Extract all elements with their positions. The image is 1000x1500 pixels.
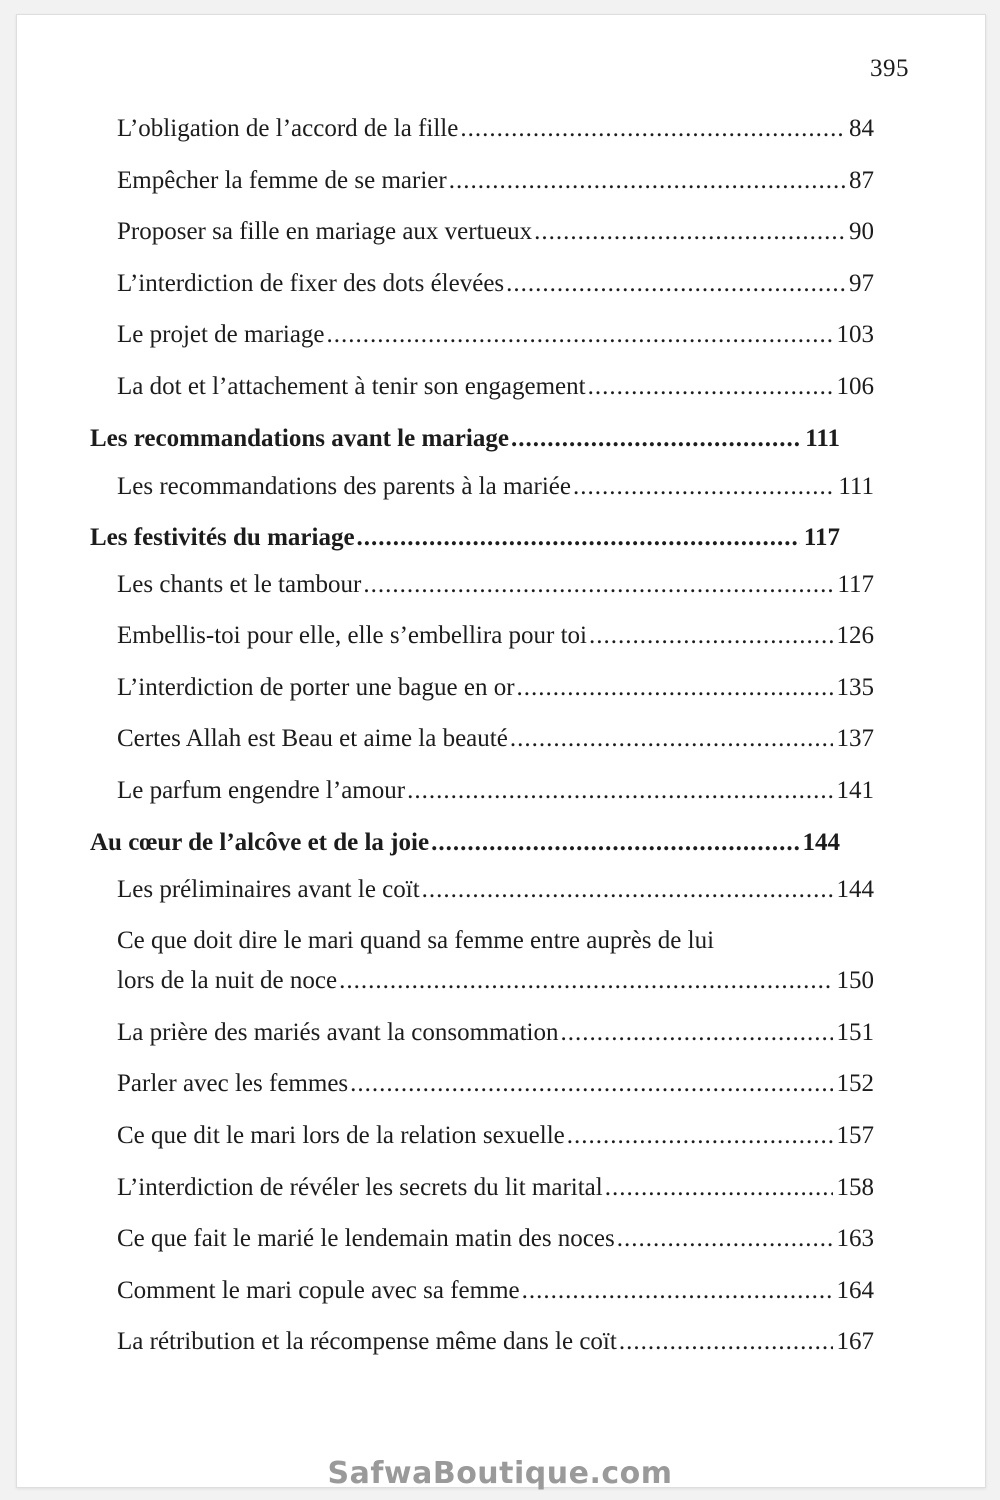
toc-entry-title: Embellis-toi pour elle, elle s’embellira pour toi: [117, 622, 588, 649]
toc-section-heading: [90, 424, 840, 454]
toc-entry-title: La rétribution et la récompense même dans le coït: [117, 1328, 617, 1355]
toc-entry-first-line: [117, 926, 874, 956]
toc-entry-page: 117: [837, 571, 874, 598]
toc-entry-title: Ce que fait le marié le lendemain matin des noces: [117, 1225, 615, 1252]
toc-entry-title: Le parfum engendre l’amour: [117, 777, 406, 804]
toc-entry-page: 158: [836, 1174, 874, 1201]
toc-entry-title: L’interdiction de fixer des dots élevées: [117, 270, 505, 297]
dot-leader: [511, 424, 801, 454]
toc-entry: [117, 1121, 874, 1151]
toc-entry: [117, 166, 874, 196]
dot-leader: [561, 1018, 833, 1048]
toc-entry-title: Certes Allah est Beau et aime la beauté: [117, 725, 508, 752]
dot-leader: [517, 673, 833, 703]
toc-entry-page: 164: [836, 1277, 874, 1304]
toc-entry-title: L’interdiction de révéler les secrets du lit marital: [117, 1174, 603, 1201]
toc-entry-title: Les préliminaires avant le coït: [117, 876, 420, 903]
toc-section-page: 117: [803, 524, 840, 551]
toc-entry-page: 103: [836, 321, 874, 348]
toc-section-heading: [90, 828, 840, 858]
dot-leader: [522, 1276, 833, 1306]
toc-entry-title: Ce que dit le mari lors de la relation sexuelle: [117, 1122, 565, 1149]
toc-section-title: Les recommandations avant le mariage: [90, 425, 509, 452]
toc-entry-title: Les chants et le tambour: [117, 571, 362, 598]
toc-entry-page: 126: [836, 622, 874, 649]
toc-entry-title: Proposer sa fille en mariage aux vertueux: [117, 218, 533, 245]
dot-leader: [534, 217, 845, 247]
toc-section-title: Les festivités du mariage: [90, 524, 355, 551]
toc-section-page: 111: [805, 425, 840, 452]
dot-leader: [449, 166, 845, 196]
toc-entry-title: La prière des mariés avant la consommation: [117, 1019, 559, 1046]
dot-leader: [327, 320, 833, 350]
toc-entry-title: La dot et l’attachement à tenir son engagement: [117, 373, 586, 400]
toc-entry-page: 87: [849, 167, 874, 194]
toc-entry: [117, 472, 874, 502]
toc-section-page: 144: [802, 829, 840, 856]
toc-entry-page: 150: [836, 967, 874, 994]
dot-leader: [407, 776, 832, 806]
toc-entry: [117, 217, 874, 247]
toc-entry: [117, 1276, 874, 1306]
toc-entry-page: 141: [836, 777, 874, 804]
toc-entry-page: 144: [836, 876, 874, 903]
dot-leader: [431, 828, 798, 858]
page-number: 395: [870, 55, 909, 82]
dot-leader: [510, 724, 833, 754]
dot-leader: [357, 523, 800, 553]
toc-entry: [117, 1018, 874, 1048]
toc-entry: [117, 875, 874, 905]
toc-section-heading: [90, 523, 840, 553]
toc-entry: [117, 1224, 874, 1254]
toc-entry: [117, 621, 874, 651]
toc-entry-title: Ce que doit dire le mari quand sa femme entre auprès de lui: [117, 927, 715, 954]
toc-entry-page: 167: [836, 1328, 874, 1355]
toc-entry: [117, 1327, 874, 1357]
toc-entry: [117, 1069, 874, 1099]
dot-leader: [350, 1069, 832, 1099]
toc-entry-title: Parler avec les femmes: [117, 1070, 349, 1097]
watermark: SafwaBoutique.com: [327, 1456, 673, 1491]
toc-entry: [117, 269, 874, 299]
dot-leader: [573, 472, 834, 502]
toc-entry-page: 84: [849, 115, 874, 142]
dot-leader: [506, 269, 845, 299]
toc-entry: [117, 320, 874, 350]
toc-entry-page: 135: [836, 674, 874, 701]
dot-leader: [422, 875, 833, 905]
toc-entry: [117, 1173, 874, 1203]
toc-entry-page: 152: [836, 1070, 874, 1097]
toc-entry: [117, 673, 874, 703]
toc-entry-page: 157: [836, 1122, 874, 1149]
toc-entry-page: 111: [838, 473, 874, 500]
dot-leader: [363, 570, 833, 600]
toc-entry-page: 97: [849, 270, 874, 297]
toc-entry-title: L’obligation de l’accord de la fille: [117, 115, 459, 142]
dot-leader: [588, 372, 833, 402]
toc-entry-title: Le projet de mariage: [117, 321, 325, 348]
toc-entry: [117, 724, 874, 754]
toc-entry: [117, 776, 874, 806]
dot-leader: [460, 114, 845, 144]
toc-entry-page: 90: [849, 218, 874, 245]
toc-entry-page: 151: [836, 1019, 874, 1046]
toc-entry-page: 163: [836, 1225, 874, 1252]
dot-leader: [589, 621, 832, 651]
toc-entry-page: 137: [836, 725, 874, 752]
dot-leader: [619, 1327, 833, 1357]
toc-entry-title: Comment le mari copule avec sa femme: [117, 1277, 520, 1304]
toc-entry: [117, 114, 874, 144]
toc-entry-title: Les recommandations des parents à la mariée: [117, 473, 571, 500]
toc-entry-title: Empêcher la femme de se marier: [117, 167, 447, 194]
toc-entry: [117, 570, 874, 600]
dot-leader: [605, 1173, 833, 1203]
toc-entry-title: lors de la nuit de noce: [117, 967, 338, 994]
toc-entry-page: 106: [836, 373, 874, 400]
dot-leader: [567, 1121, 833, 1151]
dot-leader: [617, 1224, 833, 1254]
toc-section-title: Au cœur de l’alcôve et de la joie: [90, 829, 430, 856]
toc-entry: [117, 966, 874, 996]
dot-leader: [339, 966, 832, 996]
toc-entry-title: L’interdiction de porter une bague en or: [117, 674, 515, 701]
toc-entry: [117, 372, 874, 402]
